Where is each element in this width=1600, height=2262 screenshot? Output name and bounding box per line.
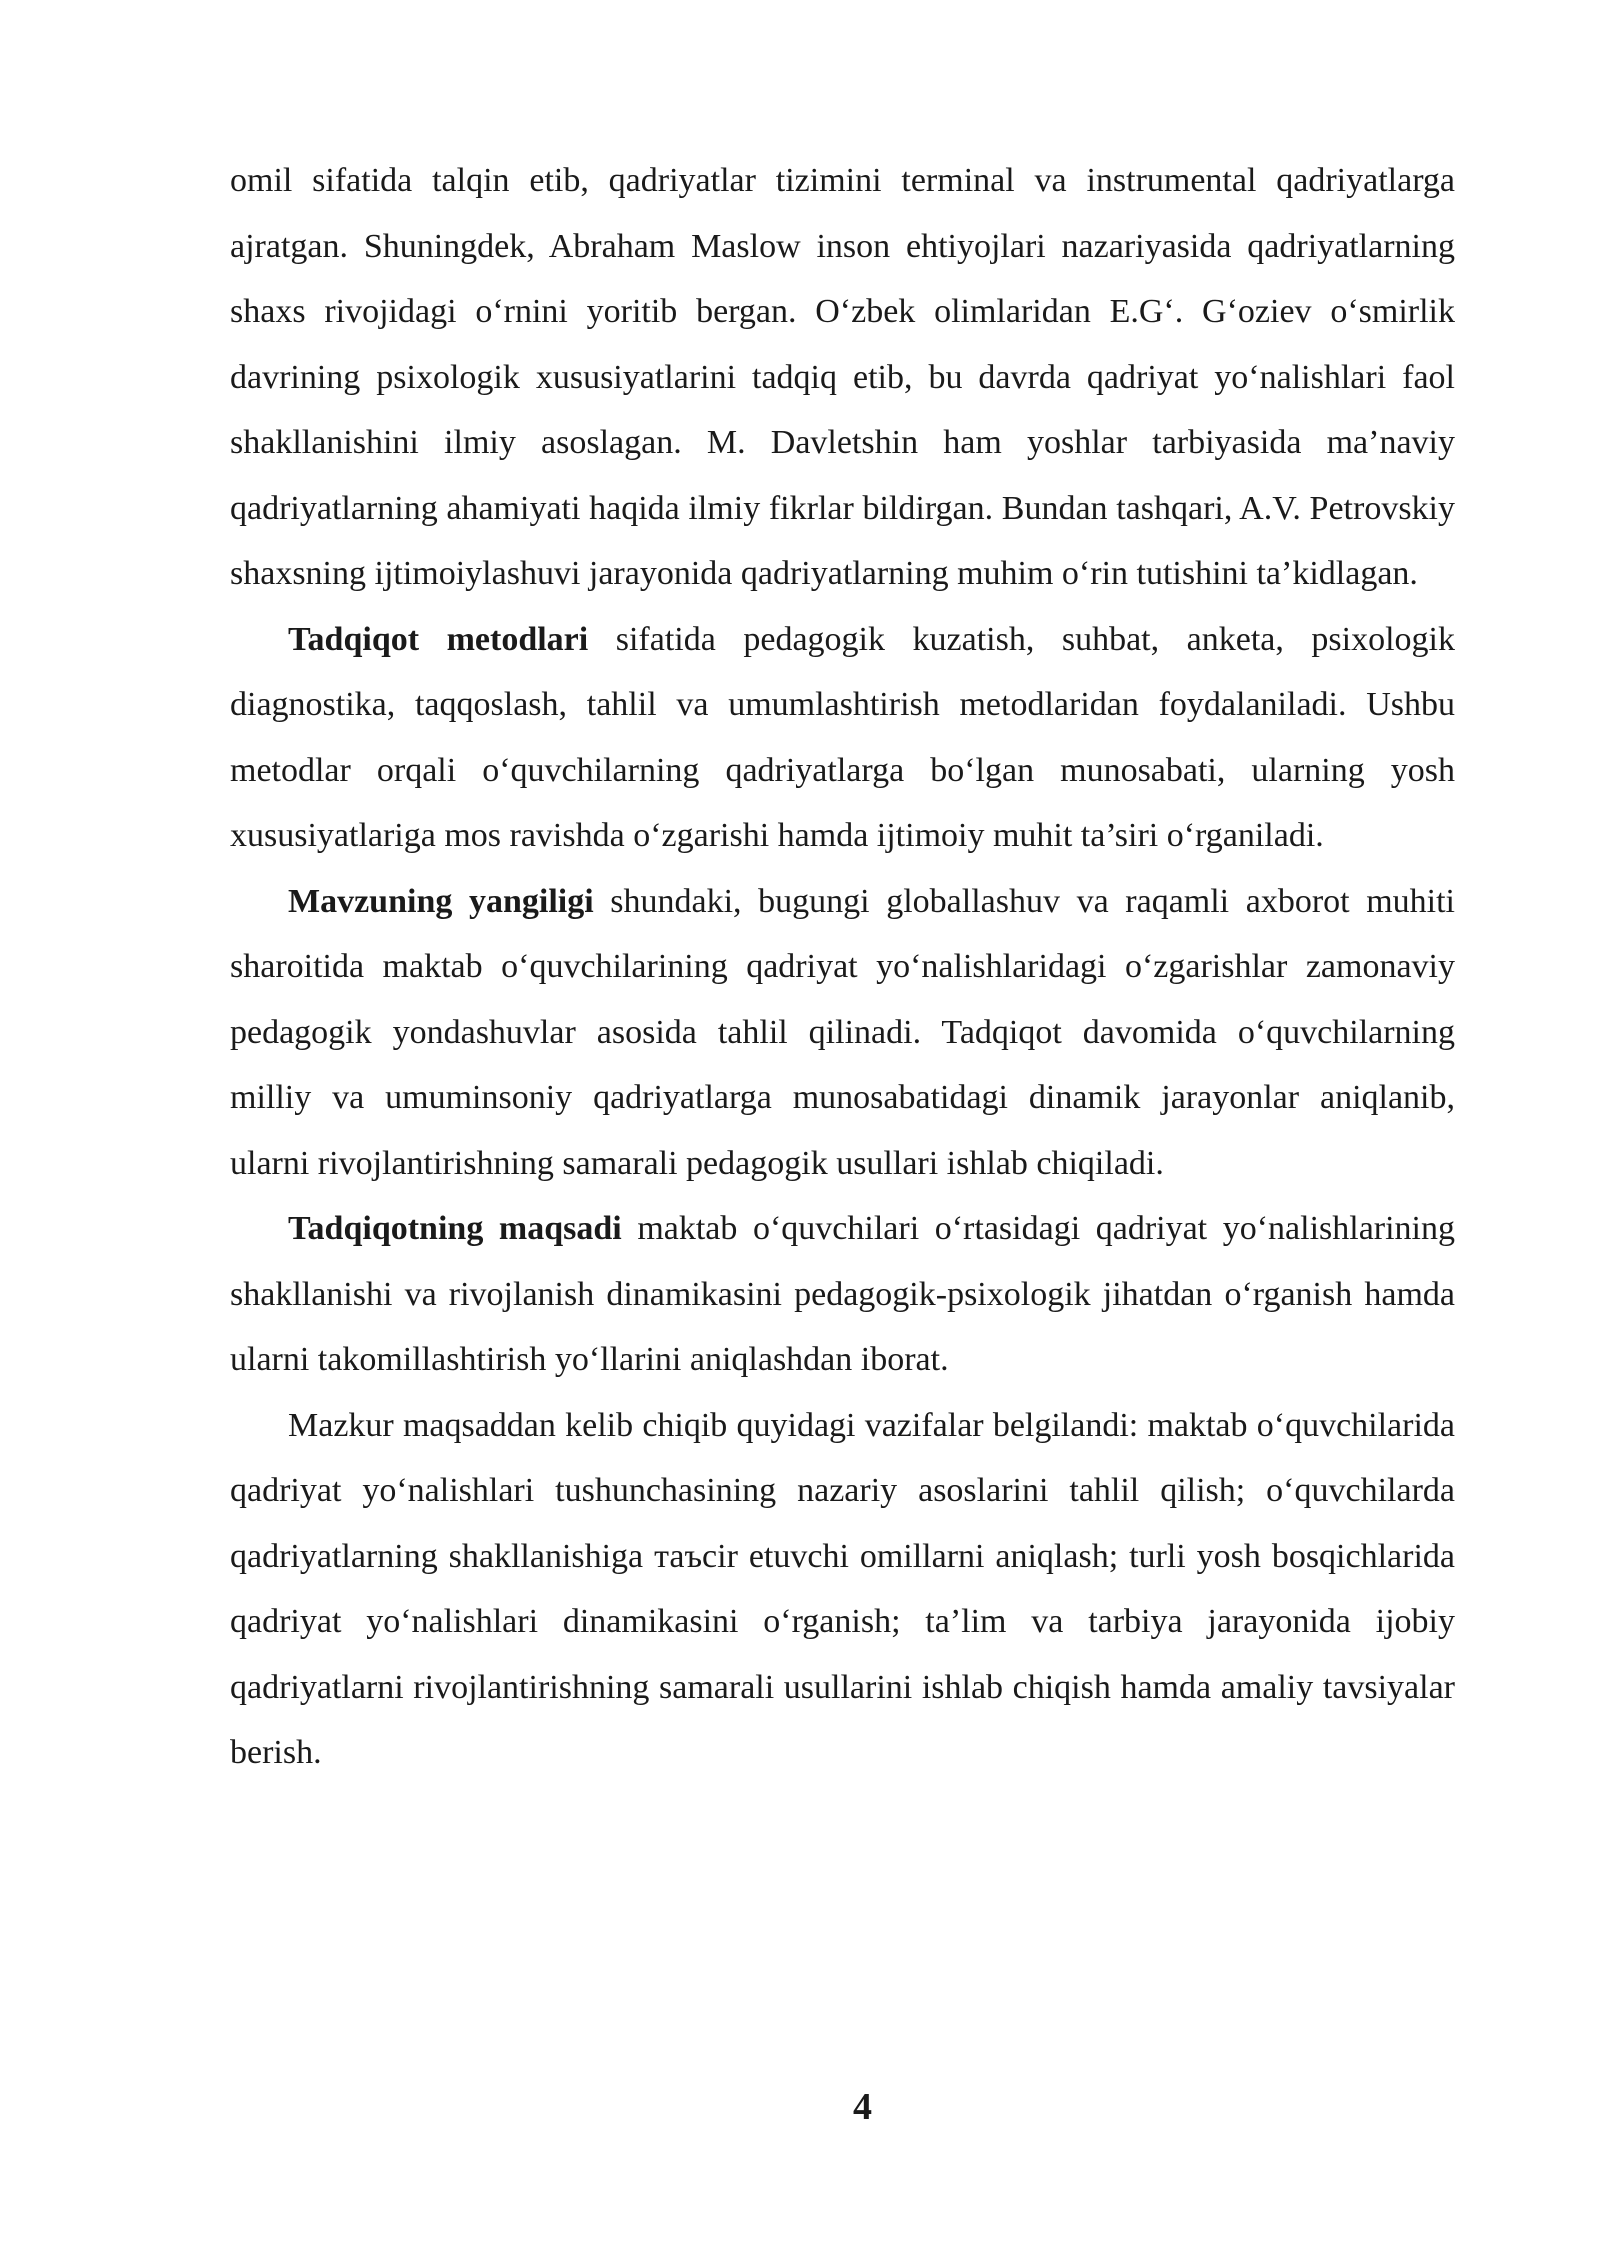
paragraph-tasks (230, 1393, 1455, 1786)
document-page (230, 148, 1455, 1786)
paragraph-text: maktab o‘quvchilari o‘rtasidagi qadriyat yo‘nalishlarining shakllanishi va rivojlanish dinamikasini pedagogik-psixologik jihatdan o‘rganish hamda ularni takomillashtirish yo‘llarini aniqlashdan iborat. (230, 1210, 1455, 1378)
paragraph-heading-novelty: Mavzuning yangiligi (288, 882, 594, 920)
paragraph-text: Mazkur maqsaddan kelib chiqib quyidagi vazifalar belgilandi: maktab o‘quvchilarida qadriyat yo‘nalishlari tushunchasining nazariy asoslarini tahlil qilish; o‘quvchilarda qadriyatlarning shakllanishiga таъсir etuvchi omillarni aniqlash; turli yosh bosqichlarida qadriyat yo‘nalishlari dinamikasini o‘rganish; ta’lim va tarbiya jarayonida ijobiy qadriyatlarni rivojlantirishning samarali usullarini ishlab chiqish hamda amaliy tavsiyalar berish. (230, 1406, 1455, 1771)
paragraph-heading-research-methods: Tadqiqot metodlari (288, 620, 589, 658)
paragraph-text: omil sifatida talqin etib, qadriyatlar tizimini terminal va instrumental qadriyatlarga ajratgan. Shuningdek, Abraham Maslow inson ehtiyojlari nazariyasida qadriyatlarning shaxs rivojidagi o‘rnini yoritib bergan. O‘zbek olimlaridan E.G‘. G‘oziev o‘smirlik davrining psixologik xususiyatlarini tadqiq etib, bu davrda qadriyat yo‘nalishlari faol shakllanishini ilmiy asoslagan. M. Davletshin ham yoshlar tarbiyasida ma’naviy qadriyatlarning ahamiyati haqida ilmiy fikrlar bildirgan. Bundan tashqari, A.V. Petrovskiy shaxsning ijtimoiylashuvi jarayonida qadriyatlarning muhim o‘rin tutishini ta’kidlagan. (230, 162, 1455, 592)
paragraph-novelty (230, 869, 1455, 1197)
page-number: 4 (853, 2086, 872, 2128)
paragraph-text: sifatida pedagogik kuzatish, suhbat, anketa, psixologik diagnostika, taqqoslash, tahlil va umumlashtirish metodlaridan foydalaniladi. Ushbu metodlar orqali o‘quvchilarning qadriyatlarga bo‘lgan munosabati, ularning yosh xususiyatlariga mos ravishda o‘zgarishi hamda ijtimoiy muhit ta’siri o‘rganiladi. (230, 620, 1455, 854)
paragraph-heading-research-goal: Tadqiqotning maqsadi (288, 1210, 622, 1247)
paragraph-text: shundaki, bugungi globallashuv va raqamli axborot muhiti sharoitida maktab o‘quvchilarining qadriyat yo‘nalishlaridagi o‘zgarishlar zamonaviy pedagogik yondashuvlar asosida tahlil qilinadi. Tadqiqot davomida o‘quvchilarning milliy va umuminsoniy qadriyatlarga munosabatidagi dinamik jarayonlar aniqlanib, ularni rivojlantirishning samarali pedagogik usullari ishlab chiqiladi. (230, 882, 1455, 1182)
paragraph-intro-continuation (230, 148, 1455, 607)
paragraph-research-methods (230, 607, 1455, 869)
paragraph-research-goal (230, 1196, 1455, 1393)
